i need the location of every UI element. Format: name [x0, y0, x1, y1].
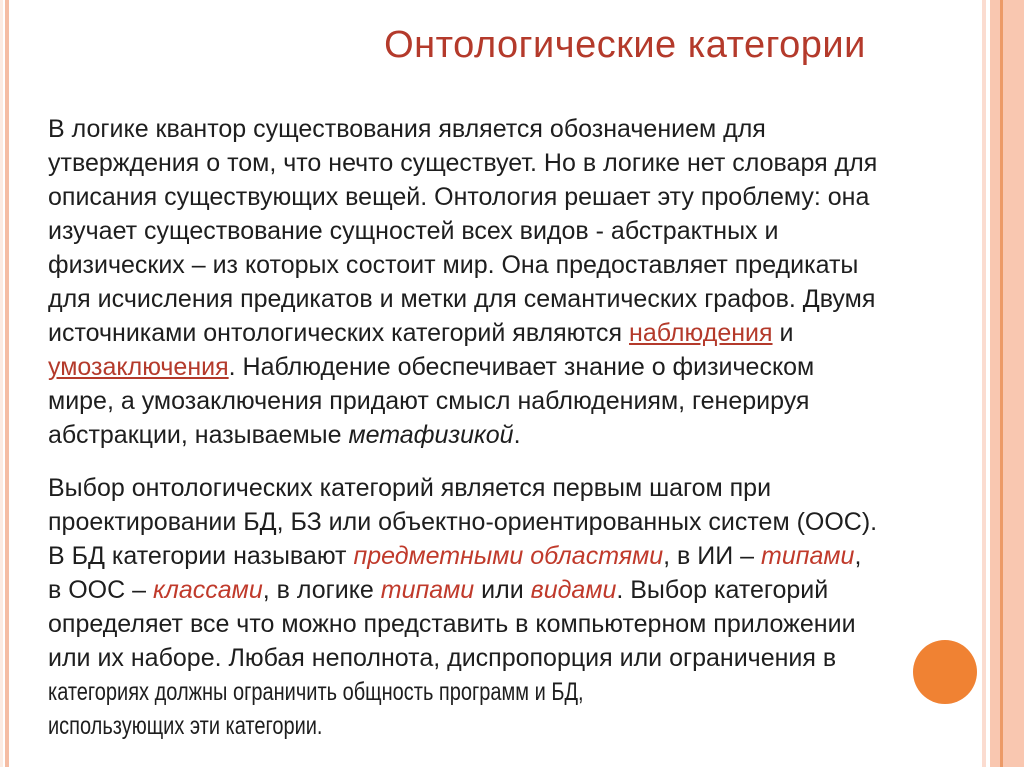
text-run: , в логике: [262, 576, 381, 604]
text-run: категориях должны ограничить общность программ и БД,: [48, 678, 584, 706]
slide-body: [48, 112, 988, 762]
term-emphasis: видами: [530, 576, 617, 604]
text-run: определяет все что можно представить в компьютерном приложении: [48, 610, 856, 638]
text-line: [48, 214, 988, 248]
text-line: [48, 539, 988, 573]
text-run: в ООС –: [48, 576, 153, 604]
term-emphasis: типами: [761, 542, 855, 570]
text-run: абстракции, называемые: [48, 421, 349, 449]
text-line: [48, 282, 988, 316]
italic-text: метафизикой: [348, 421, 514, 449]
text-run: для исчисления предикатов и метки для семантических графов. Двумя: [48, 285, 876, 313]
hyperlink[interactable]: наблюдения: [629, 319, 773, 347]
right-border-band: [990, 0, 1024, 767]
term-emphasis: классами: [152, 576, 263, 604]
term-emphasis: типами: [380, 576, 475, 604]
text-run: Выбор онтологических категорий является первым шагом при: [48, 474, 772, 502]
paragraph-1: [48, 112, 988, 452]
text-line: [48, 418, 988, 452]
text-line: [48, 675, 800, 709]
text-run: ,: [854, 542, 862, 570]
slide-title: Онтологические категории: [384, 24, 866, 66]
text-run: описания существующих вещей. Онтология решает эту проблему: она: [48, 183, 870, 211]
text-line: [48, 573, 988, 607]
text-run: В логике квантор существования является обозначением для: [48, 115, 766, 143]
hyperlink[interactable]: умозаключения: [48, 353, 229, 381]
text-run: мире, а умозаключения придают смысл наблюдениям, генерируя: [48, 387, 810, 415]
text-line: [48, 316, 988, 350]
text-line: [48, 384, 988, 418]
text-line: [48, 350, 988, 384]
text-run: В БД категории называют: [48, 542, 354, 570]
text-run: проектировании БД, БЗ или объектно-ориентированных систем (ООС).: [48, 508, 878, 536]
text-line: [48, 505, 988, 539]
text-run: или: [474, 576, 531, 604]
text-line: [48, 709, 800, 743]
text-line: [48, 641, 988, 675]
text-run: . Наблюдение обеспечивает знание о физическом: [228, 353, 815, 381]
text-line: [48, 180, 988, 214]
paragraph-2: [48, 471, 988, 743]
left-border-inner-stripe: [5, 0, 9, 767]
text-line: [48, 607, 988, 641]
text-line: [48, 112, 988, 146]
right-border-band-line: [1000, 0, 1003, 767]
text-run: , в ИИ –: [663, 542, 761, 570]
text-run: утверждения о том, что нечто существует. Но в логике нет словаря для: [48, 149, 878, 177]
text-line: [48, 146, 988, 180]
text-run: . Выбор категорий: [616, 576, 829, 604]
term-emphasis: предметными областями: [353, 542, 664, 570]
text-run: или их наборе. Любая неполнота, диспропорция или ограничения в: [48, 644, 837, 672]
text-run: .: [513, 421, 521, 449]
text-line: [48, 471, 988, 505]
text-run: использующих эти категории.: [48, 712, 323, 740]
left-border-outer-stripe: [0, 0, 3, 767]
text-line: [48, 248, 988, 282]
text-run: изучает существование сущностей всех видов - абстрактных и: [48, 217, 779, 245]
text-run: физических – из которых состоит мир. Она предоставляет предикаты: [48, 251, 859, 279]
text-run: и: [772, 319, 794, 347]
text-run: источниками онтологических категорий являются: [48, 319, 630, 347]
